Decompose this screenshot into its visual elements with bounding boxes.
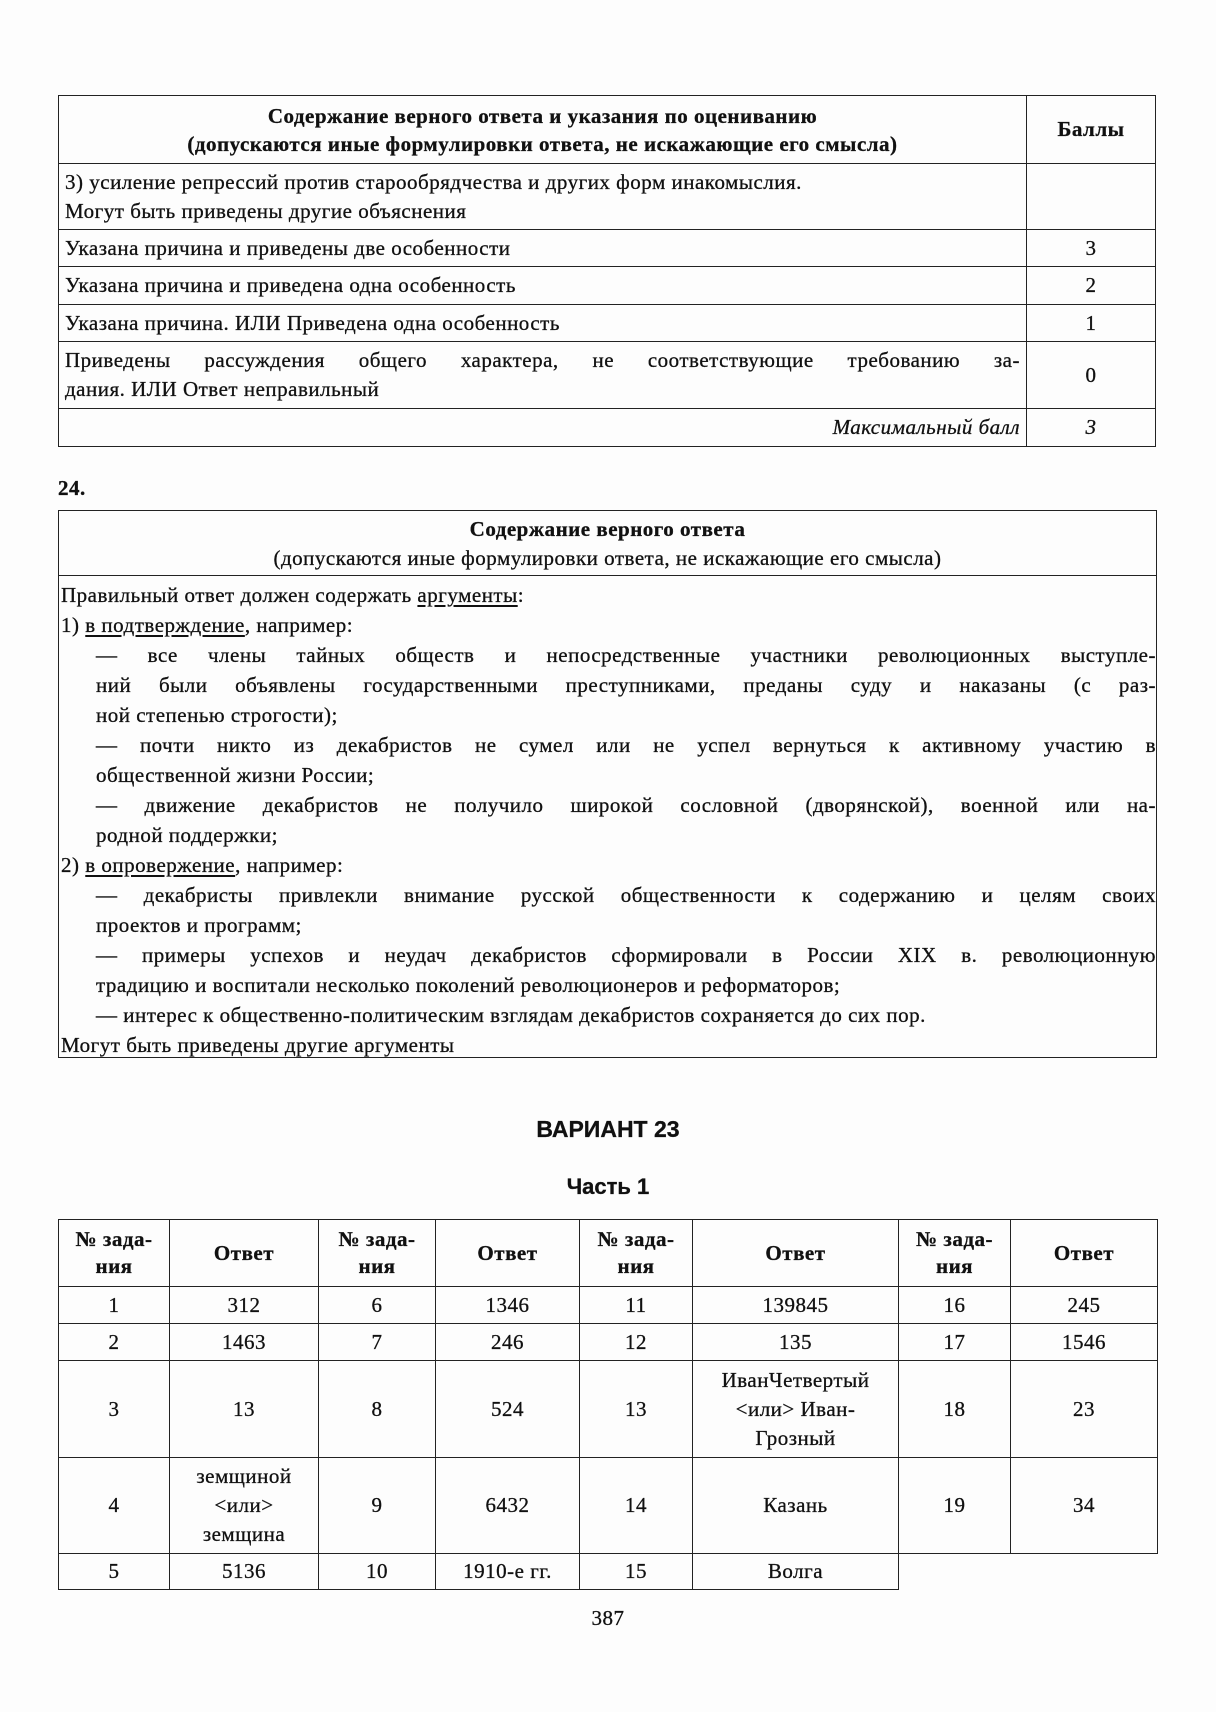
task-number	[580, 1324, 693, 1361]
cell-line: <или>	[214, 1493, 274, 1517]
criterion: Указана причина и приведены две особенности	[59, 230, 1027, 267]
task-number	[59, 1287, 170, 1324]
task-number	[899, 1458, 1011, 1554]
cell-line: 1910-е гг.	[463, 1559, 552, 1583]
task-number	[59, 1361, 170, 1458]
empty-cell	[899, 1554, 1011, 1590]
answers-row	[59, 1287, 1158, 1324]
empty-cell	[1011, 1554, 1158, 1590]
task-number: 24.	[58, 476, 86, 500]
text: Правильный ответ должен содержать	[61, 583, 418, 607]
answer-body	[58, 576, 1157, 1058]
task-number-header	[59, 1220, 170, 1287]
cell-line: земщина	[202, 1522, 286, 1546]
cell-line: 23	[1073, 1396, 1095, 1421]
text-line	[61, 580, 1156, 610]
text-line: 3) усиление репрессий против старообрядчества и других форм инакомыслия.	[65, 169, 802, 194]
header-line: (допускаются иные формулировки ответа, не искажающие его смысла)	[187, 131, 898, 156]
text-line: — декабристы привлекли внимание русской общественности к содержанию и целям своих	[96, 883, 1156, 907]
answer-value	[170, 1554, 319, 1590]
text-line: родной поддержки;	[96, 823, 278, 847]
cell-line: ИванЧетвертый	[721, 1367, 870, 1392]
cell-line: 14	[625, 1493, 647, 1517]
cell-line: 16	[943, 1292, 966, 1317]
header-line: ния	[358, 1254, 396, 1278]
criterion: Указана причина. ИЛИ Приведена одна особенность	[59, 305, 1027, 342]
task-number	[580, 1287, 693, 1324]
text: , например:	[235, 853, 344, 877]
points: 0	[1027, 342, 1156, 409]
header-line: № зада-	[597, 1227, 675, 1251]
answer-value	[170, 1324, 319, 1361]
cell-line: 5	[108, 1559, 120, 1583]
answers-row	[59, 1324, 1158, 1361]
max-score-value: 3	[1027, 409, 1156, 447]
task-number	[319, 1287, 436, 1324]
answer-value	[436, 1554, 580, 1590]
task-number	[59, 1554, 170, 1590]
header-line: Содержание верного ответа	[469, 517, 746, 541]
header-line: № зада-	[916, 1227, 993, 1251]
cell-line: 246	[491, 1329, 524, 1354]
answer-value	[693, 1361, 899, 1458]
text: 1)	[61, 613, 86, 637]
task-number-header	[319, 1220, 436, 1287]
table-row	[59, 230, 1156, 267]
max-row	[59, 409, 1156, 447]
cell-line: 1546	[1062, 1329, 1106, 1354]
text-line: ний были объявлены государственными преступниками, преданы суду и наказаны (с раз-	[96, 673, 1156, 697]
answer-value	[436, 1361, 580, 1458]
text-line: Могут быть приведены другие объяснения	[65, 198, 467, 223]
answer-value	[170, 1361, 319, 1458]
cell-line: 15	[625, 1559, 647, 1583]
task-number	[580, 1554, 693, 1590]
answer-header	[58, 510, 1157, 576]
text: 2)	[61, 853, 86, 877]
content-header	[59, 96, 1027, 164]
part-title: Часть 1	[566, 1174, 650, 1199]
header-line: № зада-	[338, 1227, 416, 1251]
task-number-header	[580, 1220, 693, 1287]
cell-line: 1463	[222, 1329, 266, 1354]
variant-title: ВАРИАНТ 23	[536, 1116, 680, 1142]
grading-header-row	[59, 96, 1156, 164]
points-header: Баллы	[1027, 96, 1156, 164]
task-number	[319, 1324, 436, 1361]
text-line: — примеры успехов и неудач декабристов сформировали в России XIX в. революционную	[96, 943, 1156, 967]
answer-value	[693, 1458, 899, 1554]
text-line: ной степенью строгости);	[96, 703, 338, 727]
text-line: — почти никто из декабристов не сумел или не успел вернуться к активному участию в	[96, 733, 1156, 757]
header-line: ния	[617, 1254, 655, 1278]
answer-value	[1011, 1287, 1158, 1324]
header-line: ния	[95, 1254, 133, 1278]
answer-block	[58, 510, 1157, 1058]
table-row	[59, 305, 1156, 342]
cell-line: 2	[108, 1329, 120, 1354]
grading-table	[58, 95, 1156, 447]
table-row	[59, 267, 1156, 305]
cell-line: 19	[943, 1493, 966, 1517]
points: 3	[1027, 230, 1156, 267]
header-line: Содержание верного ответа и указания по оцениванию	[267, 103, 818, 128]
answer-header: Ответ	[436, 1220, 580, 1287]
text-line: дания. ИЛИ Ответ неправильный	[65, 377, 380, 401]
cell-line: 6432	[485, 1493, 530, 1517]
answer-value	[436, 1324, 580, 1361]
text: :	[517, 583, 525, 607]
answers-row	[59, 1361, 1158, 1458]
task-number	[59, 1458, 170, 1554]
cell-line: 9	[371, 1493, 383, 1517]
points: 2	[1027, 267, 1156, 305]
answer-header: Ответ	[693, 1220, 899, 1287]
underlined-term: в подтверждение	[85, 613, 245, 637]
table-row	[59, 342, 1156, 409]
answer-value	[1011, 1361, 1158, 1458]
points: 1	[1027, 305, 1156, 342]
text-line: — интерес к общественно-политическим взглядам декабристов сохраняется до сих пор.	[96, 1003, 926, 1027]
cell-line: 1	[108, 1292, 120, 1317]
cell-line: 13	[625, 1396, 647, 1421]
task-number	[899, 1287, 1011, 1324]
text-line: Могут быть приведены другие аргументы	[61, 1033, 455, 1057]
task-number	[59, 1324, 170, 1361]
grading-intro-row	[59, 164, 1156, 230]
answer-value	[693, 1324, 899, 1361]
answers-row	[59, 1458, 1158, 1554]
cell-line: 17	[943, 1329, 966, 1354]
cell-line: 34	[1073, 1493, 1095, 1517]
cell-line: 524	[491, 1396, 524, 1421]
text-line	[61, 610, 1156, 640]
cell-line: Волга	[767, 1559, 824, 1583]
text-line: — все члены тайных обществ и непосредственные участники революционных выступле-	[96, 643, 1156, 667]
text-line: Приведены рассуждения общего характера, не соответствующие требованию за-	[65, 348, 1020, 372]
criterion: Указана причина и приведена одна особенность	[59, 267, 1027, 305]
task-number	[580, 1361, 693, 1458]
cell-line: 6	[371, 1292, 383, 1317]
answer-header: Ответ	[170, 1220, 319, 1287]
answer-value	[693, 1287, 899, 1324]
empty-cell	[1027, 164, 1156, 230]
intro-text	[59, 164, 1027, 230]
page-number: 387	[591, 1606, 625, 1630]
max-score-label: Максимальный балл	[59, 409, 1027, 447]
text-line: проектов и программ;	[96, 913, 302, 937]
cell-line: Казань	[763, 1493, 828, 1517]
underlined-term: аргументы	[417, 583, 518, 607]
cell-line: 18	[943, 1396, 966, 1421]
cell-line: 3	[108, 1396, 120, 1421]
answer-value	[436, 1287, 580, 1324]
cell-line: Грозный	[755, 1425, 836, 1450]
text-line: — движение декабристов не получило широкой сословной (дворянской), военной или на-	[96, 793, 1156, 817]
header-line: № зада-	[75, 1227, 153, 1251]
task-number	[580, 1458, 693, 1554]
cell-line: 139845	[762, 1292, 829, 1317]
cell-line: земщиной	[196, 1464, 292, 1488]
underlined-term: в опровержение	[85, 853, 236, 877]
header-line: ния	[935, 1254, 974, 1278]
cell-line: 8	[371, 1396, 383, 1421]
cell-line: 11	[625, 1292, 647, 1317]
task-number-header	[899, 1220, 1011, 1287]
cell-line: 4	[108, 1493, 120, 1517]
cell-line: 12	[625, 1329, 647, 1354]
cell-line: 13	[233, 1396, 255, 1421]
text-line: традицию и воспитали несколько поколений революционеров и реформаторов;	[96, 973, 841, 997]
cell-line: 245	[1067, 1292, 1101, 1317]
cell-line: 312	[227, 1292, 261, 1317]
answer-value	[693, 1554, 899, 1590]
answer-value	[436, 1458, 580, 1554]
answers-header-row	[59, 1220, 1158, 1287]
cell-line: 5136	[222, 1559, 266, 1583]
answer-value	[170, 1458, 319, 1554]
task-number	[319, 1361, 436, 1458]
answer-value	[170, 1287, 319, 1324]
task-number	[899, 1324, 1011, 1361]
cell-line: 10	[366, 1559, 388, 1583]
text: , например:	[244, 613, 354, 637]
header-line: (допускаются иные формулировки ответа, не искажающие его смысла)	[273, 546, 942, 570]
text-line: общественной жизни России;	[96, 763, 375, 787]
cell-line: 7	[371, 1329, 383, 1354]
cell-line: 1346	[485, 1292, 530, 1317]
answers-row	[59, 1554, 1158, 1590]
criterion	[59, 342, 1027, 409]
answers-table	[58, 1219, 1158, 1590]
answer-value	[1011, 1324, 1158, 1361]
task-number	[319, 1458, 436, 1554]
task-number	[319, 1554, 436, 1590]
cell-line: <или> Иван-	[735, 1396, 856, 1421]
answer-value	[1011, 1458, 1158, 1554]
text-line	[61, 850, 1156, 880]
cell-line: 135	[779, 1329, 812, 1354]
task-number	[899, 1361, 1011, 1458]
answer-header: Ответ	[1011, 1220, 1158, 1287]
